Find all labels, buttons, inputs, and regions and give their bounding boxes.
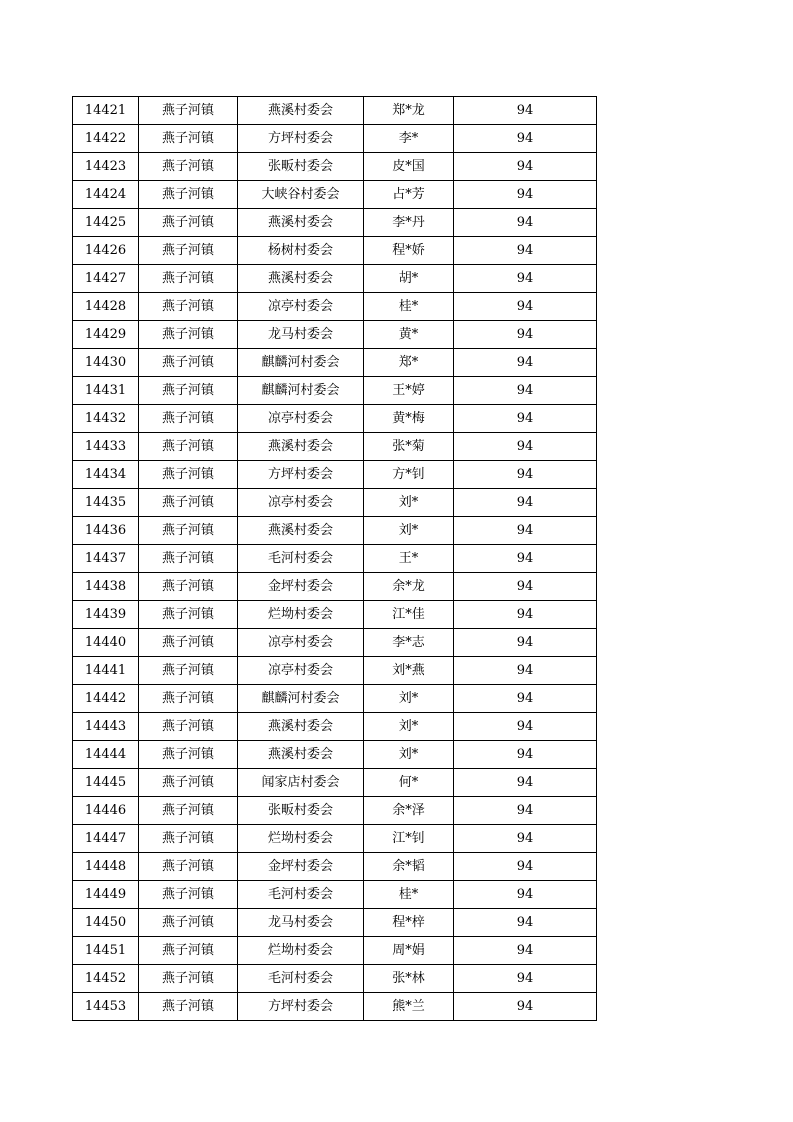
town-cell: 燕子河镇 [139,237,238,265]
record-number-cell: 14422 [73,125,139,153]
person-name-cell: 方*钊 [364,461,454,489]
table-row [73,713,597,741]
score-cell: 94 [454,881,597,909]
town-cell: 燕子河镇 [139,601,238,629]
village-committee-cell: 金坪村委会 [238,853,364,881]
town-cell: 燕子河镇 [139,377,238,405]
town-cell: 燕子河镇 [139,153,238,181]
person-name-cell: 黄*梅 [364,405,454,433]
record-number-cell: 14423 [73,153,139,181]
person-name-cell: 张*菊 [364,433,454,461]
table-row [73,657,597,685]
table-row [73,517,597,545]
village-committee-cell: 闻家店村委会 [238,769,364,797]
roster-table-body [73,97,597,1021]
person-name-cell: 占*芳 [364,181,454,209]
town-cell: 燕子河镇 [139,349,238,377]
village-committee-cell: 金坪村委会 [238,573,364,601]
score-cell: 94 [454,853,597,881]
score-cell: 94 [454,573,597,601]
table-row [73,545,597,573]
table-row [73,181,597,209]
town-cell: 燕子河镇 [139,657,238,685]
town-cell: 燕子河镇 [139,209,238,237]
person-name-cell: 余*泽 [364,797,454,825]
table-row [73,601,597,629]
town-cell: 燕子河镇 [139,825,238,853]
table-row [73,685,597,713]
village-committee-cell: 大峡谷村委会 [238,181,364,209]
record-number-cell: 14433 [73,433,139,461]
table-row [73,237,597,265]
village-committee-cell: 龙马村委会 [238,321,364,349]
person-name-cell: 王*婷 [364,377,454,405]
town-cell: 燕子河镇 [139,881,238,909]
village-committee-cell: 燕溪村委会 [238,517,364,545]
record-number-cell: 14421 [73,97,139,125]
town-cell: 燕子河镇 [139,797,238,825]
town-cell: 燕子河镇 [139,517,238,545]
person-name-cell: 王* [364,545,454,573]
table-row [73,209,597,237]
town-cell: 燕子河镇 [139,769,238,797]
person-name-cell: 刘* [364,713,454,741]
village-committee-cell: 燕溪村委会 [238,713,364,741]
table-row [73,825,597,853]
person-name-cell: 刘*燕 [364,657,454,685]
table-row [73,433,597,461]
table-row [73,321,597,349]
town-cell: 燕子河镇 [139,965,238,993]
town-cell: 燕子河镇 [139,433,238,461]
score-cell: 94 [454,909,597,937]
person-name-cell: 李* [364,125,454,153]
town-cell: 燕子河镇 [139,909,238,937]
table-row [73,741,597,769]
town-cell: 燕子河镇 [139,545,238,573]
record-number-cell: 14452 [73,965,139,993]
table-row [73,349,597,377]
town-cell: 燕子河镇 [139,125,238,153]
table-row [73,993,597,1021]
person-name-cell: 刘* [364,685,454,713]
score-cell: 94 [454,153,597,181]
record-number-cell: 14442 [73,685,139,713]
score-cell: 94 [454,97,597,125]
score-cell: 94 [454,461,597,489]
town-cell: 燕子河镇 [139,741,238,769]
score-cell: 94 [454,769,597,797]
table-row [73,573,597,601]
table-row [73,853,597,881]
town-cell: 燕子河镇 [139,181,238,209]
town-cell: 燕子河镇 [139,713,238,741]
record-number-cell: 14427 [73,265,139,293]
person-name-cell: 郑*龙 [364,97,454,125]
table-row [73,265,597,293]
record-number-cell: 14436 [73,517,139,545]
table-row [73,629,597,657]
person-name-cell: 李*丹 [364,209,454,237]
town-cell: 燕子河镇 [139,265,238,293]
record-number-cell: 14449 [73,881,139,909]
record-number-cell: 14425 [73,209,139,237]
village-committee-cell: 龙马村委会 [238,909,364,937]
person-name-cell: 刘* [364,489,454,517]
table-row [73,937,597,965]
score-cell: 94 [454,237,597,265]
record-number-cell: 14441 [73,657,139,685]
village-committee-cell: 凉亭村委会 [238,629,364,657]
village-committee-cell: 凉亭村委会 [238,657,364,685]
table-row [73,97,597,125]
score-cell: 94 [454,993,597,1021]
town-cell: 燕子河镇 [139,97,238,125]
score-cell: 94 [454,125,597,153]
record-number-cell: 14435 [73,489,139,517]
town-cell: 燕子河镇 [139,461,238,489]
person-name-cell: 胡* [364,265,454,293]
town-cell: 燕子河镇 [139,993,238,1021]
person-name-cell: 何* [364,769,454,797]
person-name-cell: 皮*国 [364,153,454,181]
score-cell: 94 [454,601,597,629]
score-cell: 94 [454,405,597,433]
score-cell: 94 [454,433,597,461]
record-number-cell: 14446 [73,797,139,825]
record-number-cell: 14437 [73,545,139,573]
record-number-cell: 14444 [73,741,139,769]
score-cell: 94 [454,293,597,321]
person-name-cell: 熊*兰 [364,993,454,1021]
town-cell: 燕子河镇 [139,489,238,517]
person-name-cell: 刘* [364,517,454,545]
village-committee-cell: 毛河村委会 [238,881,364,909]
town-cell: 燕子河镇 [139,629,238,657]
table-row [73,377,597,405]
table-row [73,153,597,181]
village-committee-cell: 凉亭村委会 [238,293,364,321]
score-cell: 94 [454,797,597,825]
score-cell: 94 [454,937,597,965]
town-cell: 燕子河镇 [139,321,238,349]
village-committee-cell: 燕溪村委会 [238,741,364,769]
village-committee-cell: 燕溪村委会 [238,209,364,237]
person-name-cell: 程*娇 [364,237,454,265]
person-name-cell: 程*梓 [364,909,454,937]
score-cell: 94 [454,713,597,741]
score-cell: 94 [454,209,597,237]
person-name-cell: 李*志 [364,629,454,657]
person-name-cell: 余*韬 [364,853,454,881]
record-number-cell: 14440 [73,629,139,657]
village-committee-cell: 烂坳村委会 [238,825,364,853]
table-row [73,461,597,489]
record-number-cell: 14443 [73,713,139,741]
score-cell: 94 [454,965,597,993]
village-committee-cell: 方坪村委会 [238,461,364,489]
person-name-cell: 张*林 [364,965,454,993]
table-row [73,909,597,937]
record-number-cell: 14424 [73,181,139,209]
score-cell: 94 [454,265,597,293]
record-number-cell: 14426 [73,237,139,265]
table-row [73,881,597,909]
person-name-cell: 桂* [364,293,454,321]
town-cell: 燕子河镇 [139,685,238,713]
score-cell: 94 [454,321,597,349]
village-committee-cell: 张畈村委会 [238,797,364,825]
record-number-cell: 14438 [73,573,139,601]
record-number-cell: 14448 [73,853,139,881]
village-committee-cell: 麒麟河村委会 [238,377,364,405]
score-cell: 94 [454,517,597,545]
person-name-cell: 郑* [364,349,454,377]
table-row [73,125,597,153]
table-row [73,769,597,797]
person-name-cell: 余*龙 [364,573,454,601]
village-committee-cell: 凉亭村委会 [238,489,364,517]
table-row [73,489,597,517]
village-committee-cell: 烂坳村委会 [238,937,364,965]
village-committee-cell: 燕溪村委会 [238,97,364,125]
town-cell: 燕子河镇 [139,405,238,433]
village-committee-cell: 方坪村委会 [238,125,364,153]
score-cell: 94 [454,741,597,769]
person-name-cell: 黄* [364,321,454,349]
person-name-cell: 周*娟 [364,937,454,965]
person-name-cell: 刘* [364,741,454,769]
score-cell: 94 [454,545,597,573]
table-row [73,797,597,825]
table-row [73,293,597,321]
village-committee-cell: 毛河村委会 [238,965,364,993]
town-cell: 燕子河镇 [139,293,238,321]
village-committee-cell: 凉亭村委会 [238,405,364,433]
score-cell: 94 [454,181,597,209]
record-number-cell: 14432 [73,405,139,433]
record-number-cell: 14428 [73,293,139,321]
person-name-cell: 桂* [364,881,454,909]
record-number-cell: 14430 [73,349,139,377]
village-committee-cell: 麒麟河村委会 [238,349,364,377]
record-number-cell: 14439 [73,601,139,629]
record-number-cell: 14431 [73,377,139,405]
record-number-cell: 14451 [73,937,139,965]
record-number-cell: 14434 [73,461,139,489]
score-cell: 94 [454,657,597,685]
score-cell: 94 [454,629,597,657]
table-row [73,405,597,433]
village-committee-cell: 方坪村委会 [238,993,364,1021]
town-cell: 燕子河镇 [139,853,238,881]
person-name-cell: 江*佳 [364,601,454,629]
score-cell: 94 [454,685,597,713]
record-number-cell: 14429 [73,321,139,349]
village-committee-cell: 麒麟河村委会 [238,685,364,713]
village-committee-cell: 烂坳村委会 [238,601,364,629]
town-cell: 燕子河镇 [139,573,238,601]
roster-table [72,96,597,1021]
record-number-cell: 14450 [73,909,139,937]
score-cell: 94 [454,825,597,853]
score-cell: 94 [454,349,597,377]
table-row [73,965,597,993]
village-committee-cell: 燕溪村委会 [238,433,364,461]
record-number-cell: 14453 [73,993,139,1021]
town-cell: 燕子河镇 [139,937,238,965]
village-committee-cell: 杨树村委会 [238,237,364,265]
village-committee-cell: 毛河村委会 [238,545,364,573]
record-number-cell: 14445 [73,769,139,797]
village-committee-cell: 张畈村委会 [238,153,364,181]
record-number-cell: 14447 [73,825,139,853]
score-cell: 94 [454,377,597,405]
score-cell: 94 [454,489,597,517]
village-committee-cell: 燕溪村委会 [238,265,364,293]
person-name-cell: 江*钊 [364,825,454,853]
